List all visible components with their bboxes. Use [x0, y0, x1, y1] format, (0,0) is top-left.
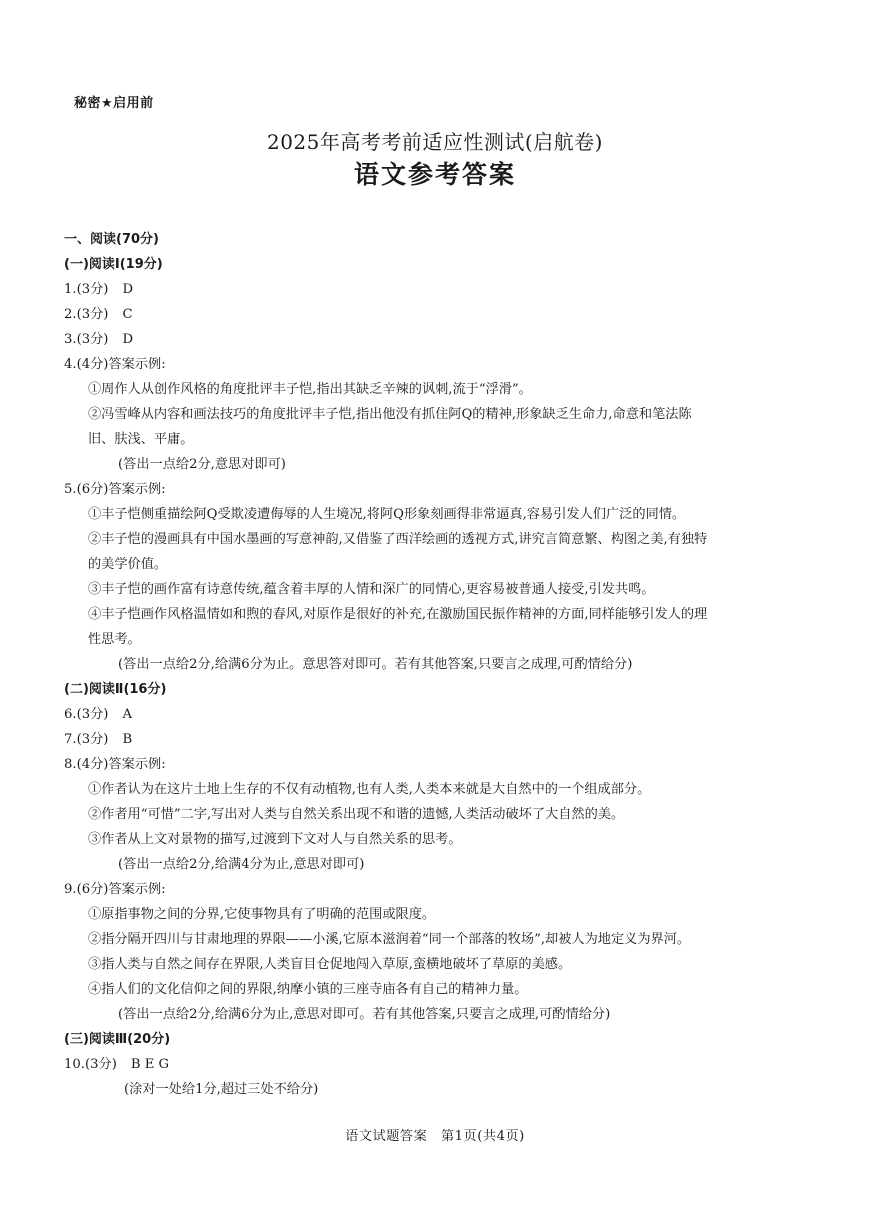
answer-q4-intro: 4.(4分)答案示例: — [64, 357, 166, 372]
answer-q9-point-1: ①原指事物之间的分界,它使事物具有了明确的范围或限度。 — [88, 907, 436, 922]
answer-value: B E G — [130, 1057, 170, 1072]
answer-content — [64, 227, 804, 1102]
answer-q1 — [64, 277, 804, 302]
section-heading-reading: 一、阅读(70分) — [64, 232, 159, 247]
answer-q8-intro: 8.(4分)答案示例: — [64, 757, 166, 772]
answer-value: B — [122, 732, 133, 747]
answer-q8-scoring-note: (答出一点给2分,给满4分为止,意思对即可) — [118, 857, 365, 872]
answer-q5-scoring-note: (答出一点给2分,给满6分为止。意思答对即可。若有其他答案,只要言之成理,可酌情给分) — [118, 657, 633, 672]
part-heading-reading-1: (一)阅读Ⅰ(19分) — [64, 257, 163, 272]
question-number: 2.(3分) — [64, 307, 109, 322]
exam-title: 2025年高考考前适应性测试(启航卷) — [266, 130, 603, 154]
answer-q4-point-2-cont: 旧、肤浅、平庸。 — [88, 432, 194, 447]
page-footer: 语文试题答案 第1页(共4页) — [345, 1129, 525, 1144]
answer-value: A — [122, 707, 132, 722]
question-number: 7.(3分) — [64, 732, 109, 747]
answer-q9-point-3: ③指人类与自然之间存在界限,人类盲目仓促地闯入草原,蛮横地破坏了草原的美感。 — [88, 957, 572, 972]
answer-q5-point-4-cont: 性思考。 — [88, 632, 141, 647]
answer-q9-scoring-note: (答出一点给2分,给满6分为止,意思对即可。若有其他答案,只要言之成理,可酌情给分) — [118, 1007, 611, 1022]
answer-q5-point-4: ④丰子恺画作风格温情如和煦的春风,对原作是很好的补充,在激励国民振作精神的方面,同样能够引发人的理 — [88, 607, 708, 622]
answer-q4-scoring-note: (答出一点给2分,意思对即可) — [118, 457, 286, 472]
answer-q5-intro: 5.(6分)答案示例: — [64, 482, 166, 497]
answer-q10-scoring-note: (涂对一处给1分,超过三处不给分) — [124, 1082, 319, 1097]
question-number: 6.(3分) — [64, 707, 109, 722]
answer-value: D — [122, 332, 134, 347]
answer-q5-point-1: ①丰子恺侧重描绘阿Q受欺凌遭侮辱的人生境况,将阿Q形象刻画得非常逼真,容易引发人们广泛的同情。 — [88, 507, 686, 522]
answer-q6 — [64, 702, 804, 727]
question-number: 1.(3分) — [64, 282, 109, 297]
part-heading-reading-2: (二)阅读Ⅱ(16分) — [64, 682, 167, 697]
subject-title: 语文参考答案 — [353, 160, 516, 189]
question-number: 3.(3分) — [64, 332, 109, 347]
answer-q8-point-3: ③作者从上文对景物的描写,过渡到下文对人与自然关系的思考。 — [88, 832, 462, 847]
answer-q9-intro: 9.(6分)答案示例: — [64, 882, 166, 897]
answer-q5-point-2-cont: 的美学价值。 — [88, 557, 168, 572]
answer-q3 — [64, 327, 804, 352]
answer-q9-point-2: ②指分隔开四川与甘肃地理的界限——小溪,它原本滋润着“同一个部落的牧场”,却被人为地定义为界河。 — [88, 932, 691, 947]
part-heading-reading-3: (三)阅读Ⅲ(20分) — [64, 1032, 171, 1047]
confidential-mark: 秘密★启用前 — [74, 96, 154, 111]
answer-q7 — [64, 727, 804, 752]
answer-q5-point-2: ②丰子恺的漫画具有中国水墨画的写意神韵,又借鉴了西洋绘画的透视方式,讲究言简意繁、构图之美,有独特 — [88, 532, 708, 547]
answer-q5-point-3: ③丰子恺的画作富有诗意传统,蕴含着丰厚的人情和深广的同情心,更容易被普通人接受,引发共鸣。 — [88, 582, 655, 597]
question-number: 10.(3分) — [64, 1057, 117, 1072]
answer-q2 — [64, 302, 804, 327]
answer-q8-point-2: ②作者用“可惜”二字,写出对人类与自然关系出现不和谐的遗憾,人类活动破坏了大自然的美。 — [88, 807, 625, 822]
answer-q10 — [64, 1052, 804, 1077]
answer-value: D — [122, 282, 134, 297]
title-block — [0, 128, 870, 192]
answer-value: C — [122, 307, 133, 322]
answer-q9-point-4: ④指人们的文化信仰之间的界限,纳摩小镇的三座寺庙各有自己的精神力量。 — [88, 982, 528, 997]
answer-q4-point-2: ②冯雪峰从内容和画法技巧的角度批评丰子恺,指出他没有抓住阿Q的精神,形象缺乏生命力,命意和笔法陈 — [88, 407, 692, 422]
answer-q8-point-1: ①作者认为在这片土地上生存的不仅有动植物,也有人类,人类本来就是大自然中的一个组成部分。 — [88, 782, 651, 797]
answer-q4-point-1: ①周作人从创作风格的角度批评丰子恺,指出其缺乏辛辣的讽刺,流于“浮滑”。 — [88, 382, 532, 397]
